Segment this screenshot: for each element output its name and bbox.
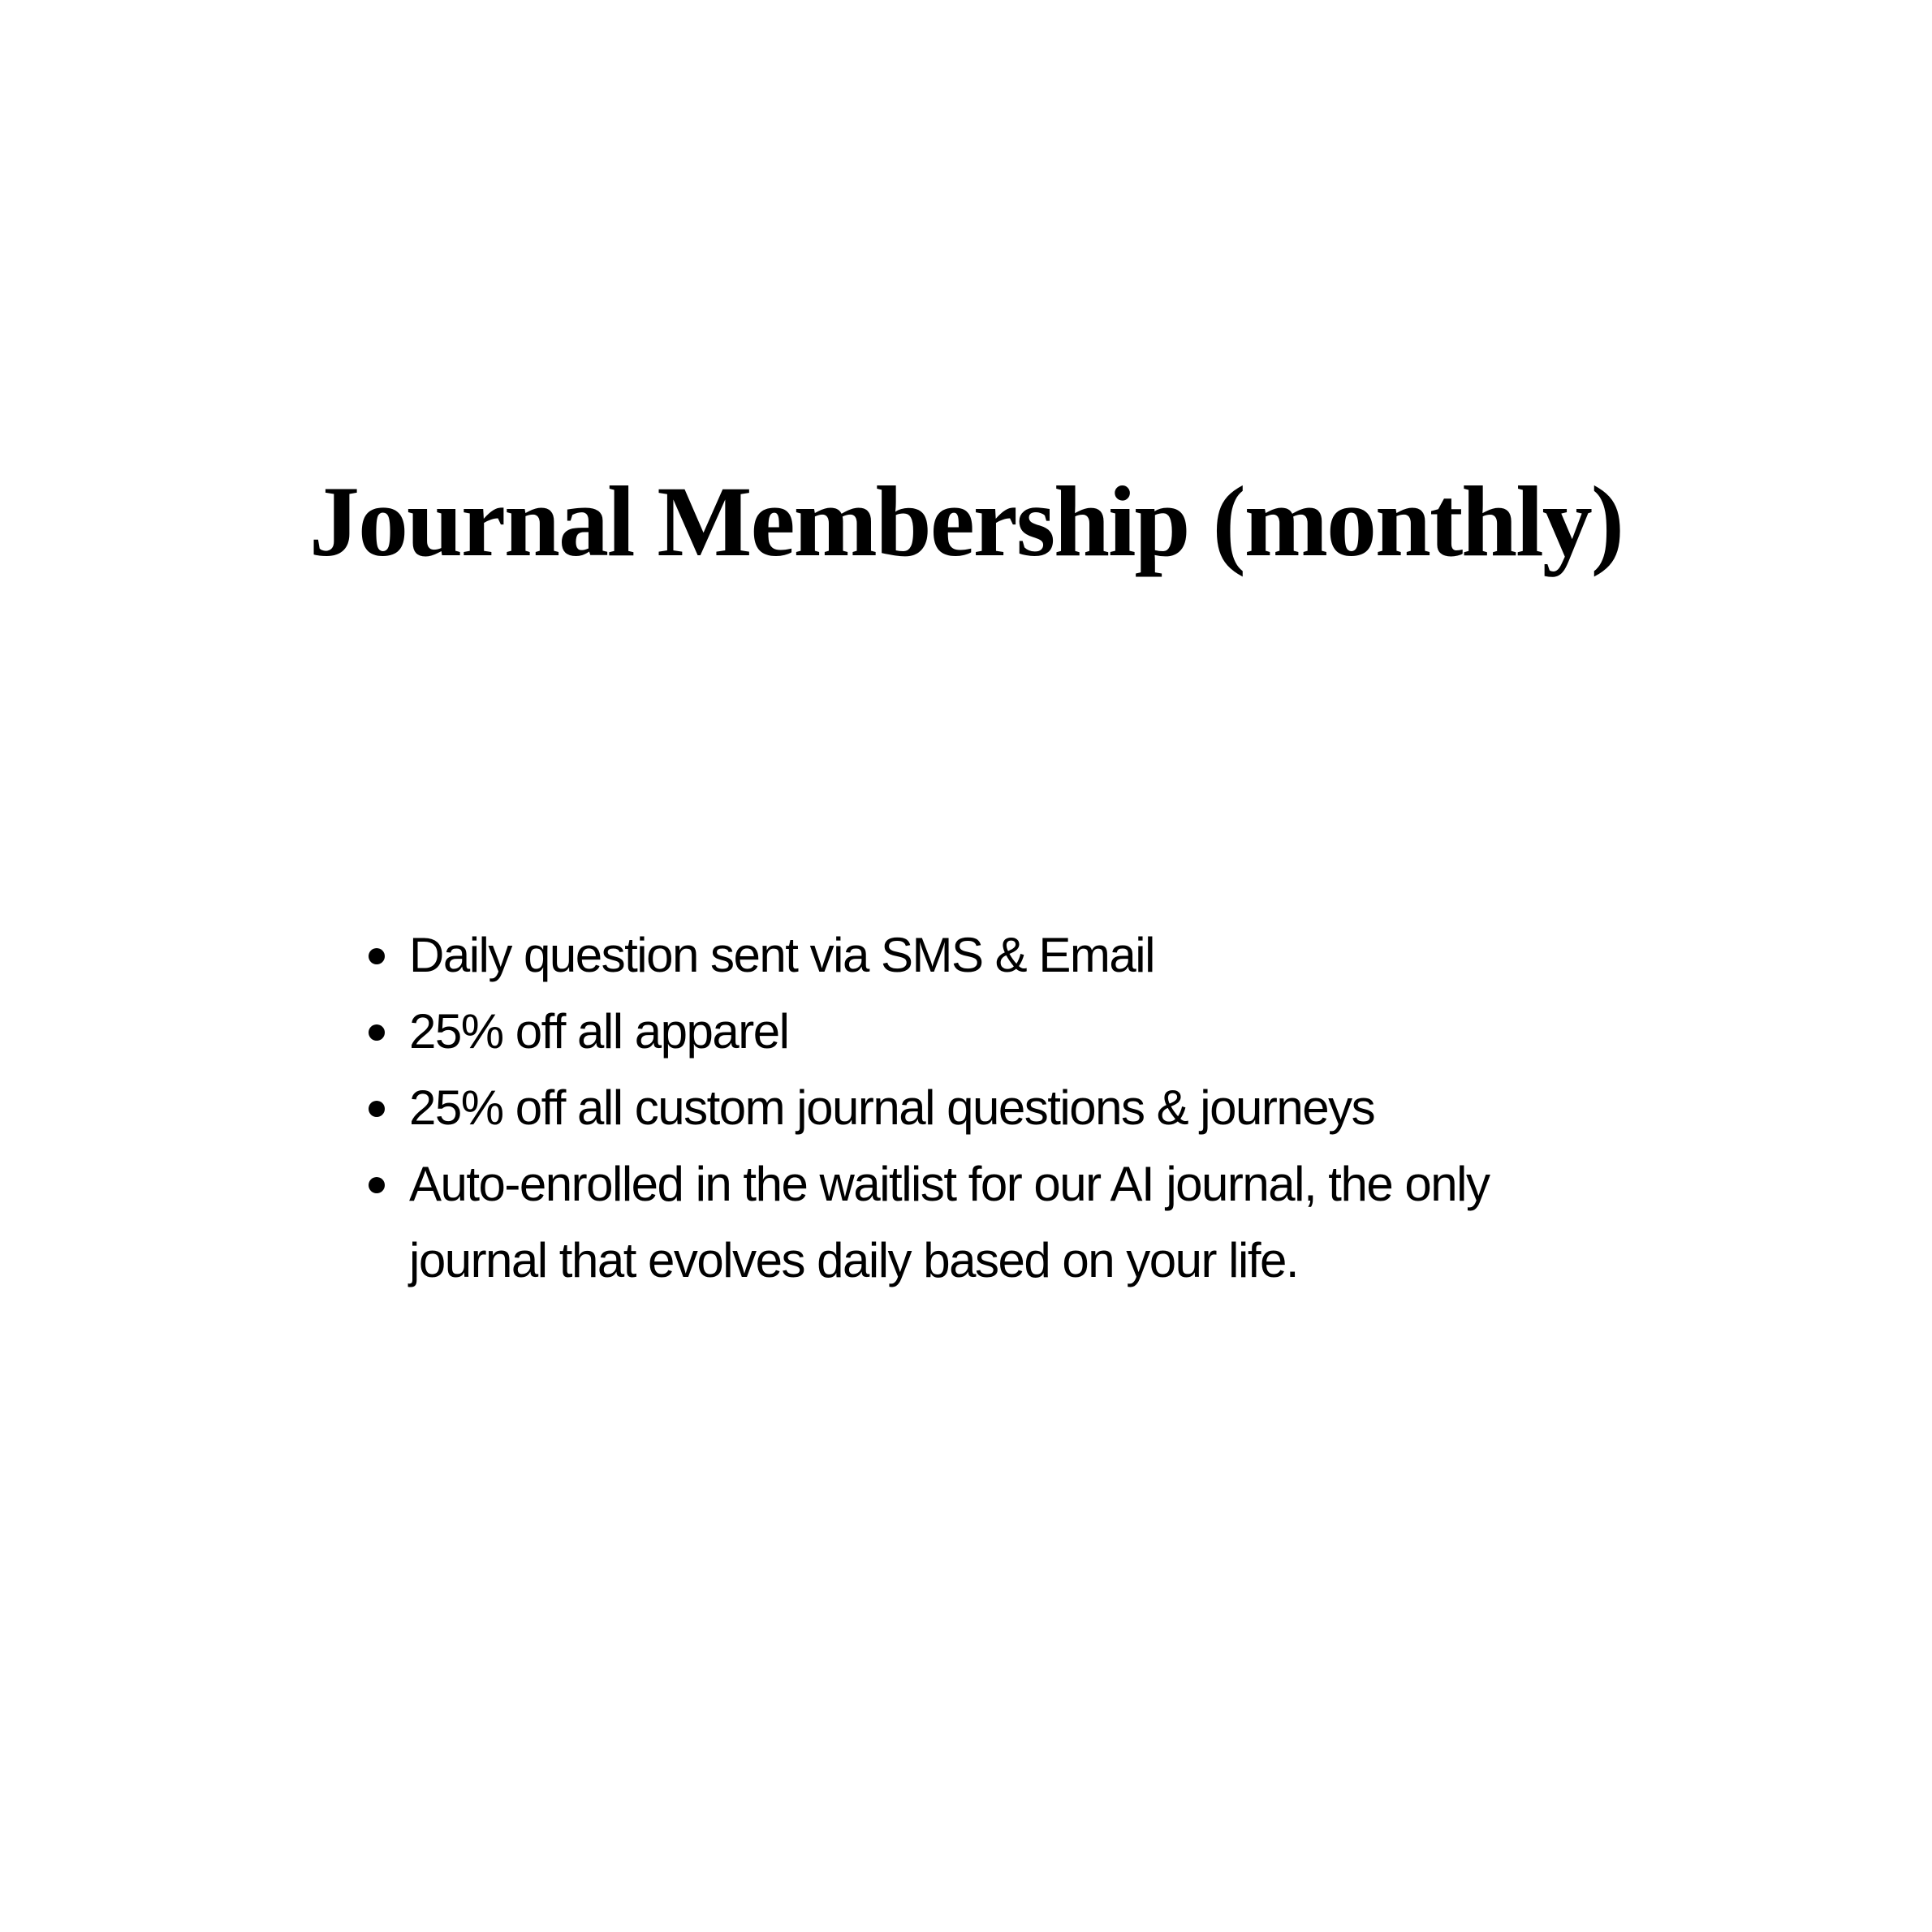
benefit-text: Auto-enrolled in the waitlist for our AI journal, the only journal that evolves daily based on your life.: [409, 1157, 1490, 1287]
benefit-text: Daily question sent via SMS & Email: [409, 928, 1154, 982]
page-title: Journal Membership (monthly): [309, 466, 1623, 577]
bullet-icon: [369, 1101, 385, 1117]
list-item: [364, 1146, 1630, 1299]
benefit-text: 25% off all apparel: [409, 1004, 789, 1059]
list-item: [364, 1070, 1630, 1146]
list-item: [364, 994, 1630, 1070]
bullet-icon: [369, 948, 385, 964]
bullet-icon: [369, 1024, 385, 1041]
benefits-list: [364, 917, 1630, 1299]
list-item: [364, 917, 1630, 994]
benefit-text: 25% off all custom journal questions & journeys: [409, 1080, 1375, 1135]
bullet-icon: [369, 1177, 385, 1193]
